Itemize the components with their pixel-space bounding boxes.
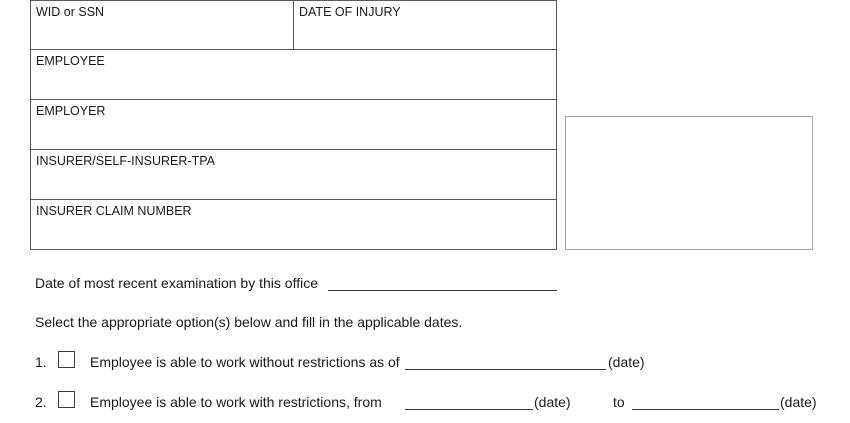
employee-label: EMPLOYEE <box>36 54 105 68</box>
date-of-injury-cell <box>293 0 557 50</box>
employee-input[interactable] <box>32 70 555 98</box>
exam-date-input[interactable] <box>328 274 557 291</box>
wid-ssn-input[interactable] <box>32 21 292 48</box>
insurer-label: INSURER/SELF-INSURER-TPA <box>36 154 215 168</box>
option-1-date-suffix: (date) <box>608 354 645 370</box>
employer-label: EMPLOYER <box>36 104 106 118</box>
option-2-from-suffix: (date) <box>534 394 571 410</box>
employee-cell <box>30 49 557 100</box>
option-2-checkbox[interactable] <box>58 391 75 408</box>
wid-ssn-label: WID or SSN <box>36 5 105 19</box>
wid-ssn-cell <box>30 0 294 50</box>
employer-cell <box>30 99 557 150</box>
option-2-label: Employee is able to work with restrictions, from <box>90 394 382 410</box>
option-1-date-input[interactable] <box>405 353 606 370</box>
date-of-injury-label: DATE OF INJURY <box>299 5 401 19</box>
option-1-checkbox[interactable] <box>58 351 75 368</box>
insurer-cell <box>30 149 557 200</box>
insurer-claim-number-cell <box>30 199 557 250</box>
option-2-from-date-input[interactable] <box>405 393 533 410</box>
insurer-claim-number-input[interactable] <box>32 220 555 248</box>
insurer-claim-number-label: INSURER CLAIM NUMBER <box>36 204 192 218</box>
option-2-to-date-input[interactable] <box>632 393 779 410</box>
instructions-text: Select the appropriate option(s) below and fill in the applicable dates. <box>35 314 463 330</box>
option-1-number: 1. <box>35 354 47 370</box>
stamp-box <box>565 116 813 250</box>
exam-date-label: Date of most recent examination by this office <box>35 275 318 291</box>
option-2-number: 2. <box>35 394 47 410</box>
option-2-to-label: to <box>613 394 625 410</box>
insurer-input[interactable] <box>32 170 555 198</box>
option-2-to-suffix: (date) <box>780 394 817 410</box>
employer-input[interactable] <box>32 120 555 148</box>
date-of-injury-input[interactable] <box>295 21 555 48</box>
option-1-label: Employee is able to work without restrictions as of <box>90 354 400 370</box>
